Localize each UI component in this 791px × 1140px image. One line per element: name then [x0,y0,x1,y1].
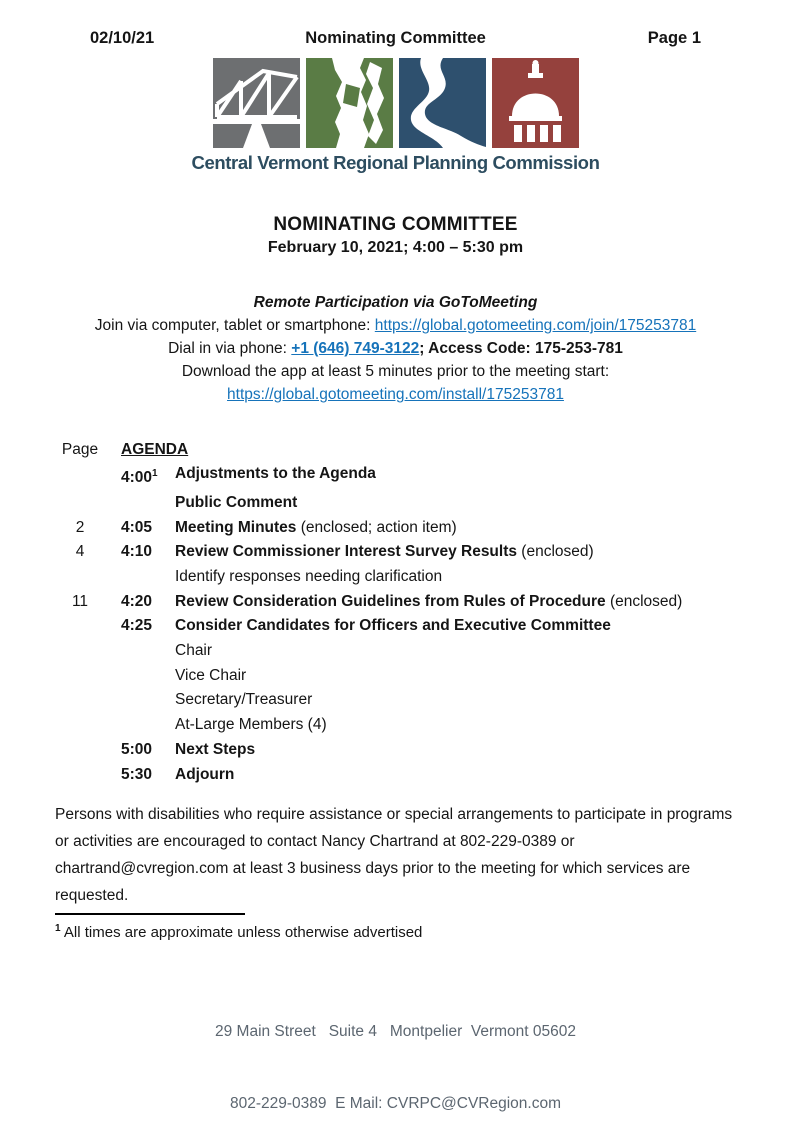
agenda-row [55,491,751,516]
agenda-row [55,664,751,689]
access-code: ; Access Code: 175-253-781 [419,340,623,357]
agenda-item: Next Steps [175,740,256,758]
agenda-page-number [55,462,105,491]
logo-panels [213,58,579,148]
page-footer [0,972,791,1140]
agenda-row [55,614,751,639]
join-label: Join via computer, tablet or smartphone: [94,317,375,334]
agenda-page-number [55,639,105,664]
footer-address: 29 Main Street Suite 4 Montpelier Vermont 05602 [214,1023,576,1041]
agenda-row [55,516,751,541]
agenda-time: 4:25 [121,617,153,635]
agenda-page-number [55,738,105,763]
agenda-row [55,763,751,788]
agenda-row [55,688,751,713]
agenda-page-number: 11 [71,592,89,610]
remote-participation-section [0,291,791,406]
agenda-item: Consider Candidates for Officers and Executive Committee [175,617,611,635]
agenda-time: 4:10 [121,543,153,561]
agenda-page-number: 4 [75,543,85,561]
agenda-item: Adjourn [175,765,235,783]
header-page-number: Page 1 [647,29,701,47]
agenda-page-number [55,688,105,713]
header-date: 02/10/21 [90,29,155,47]
agenda-page-number [55,763,105,788]
agenda-page-number: 2 [75,518,85,536]
dial-label: Dial in via phone: [168,340,292,357]
page-column-header: Page [61,441,99,458]
cvrpc-logo [0,58,791,175]
river-icon [399,58,486,148]
meeting-datetime: February 10, 2021; 4:00 – 5:30 pm [267,239,524,256]
page-header [0,28,791,48]
vermont-state-icon [306,58,393,148]
footnote-separator [55,913,245,915]
footnote-text: $^1$ All times are approximate unless otherwise advertised [55,923,423,942]
agenda-time: 4:20 [121,592,153,610]
agenda-row [55,565,751,590]
meeting-title-block [0,213,791,259]
meeting-title: NOMINATING COMMITTEE [273,214,518,235]
agenda-item: Adjustments to the Agenda [175,465,376,482]
agenda-heading: AGENDA [121,441,189,458]
join-line [0,314,791,337]
agenda-time [105,565,175,590]
agenda-row [55,590,751,615]
download-note: Download the app at least 5 minutes prior to the meeting start: [181,363,610,380]
dial-in-phone-link[interactable]: +1 (646) 749-3122 [291,340,420,357]
install-app-link[interactable]: https://global.gotomeeting.com/install/175253781 [227,386,564,403]
agenda-time [105,713,175,738]
agenda-time [105,688,175,713]
agenda-row [55,540,751,565]
agenda-time [105,491,175,516]
header-document-title: Nominating Committee [305,29,486,47]
agenda-row [55,738,751,763]
agenda-item: Review Consideration Guidelines from Rules of Procedure (enclosed) [175,592,683,610]
agenda-time: 5:30 [121,765,153,783]
agenda-page-number [55,713,105,738]
agenda-item: Review Commissioner Interest Survey Results (enclosed) [175,543,594,561]
agenda-item: Vice Chair [175,666,247,684]
agenda-time [105,639,175,664]
remote-heading: Remote Participation via GoToMeeting [253,294,538,311]
agenda-page-number [55,491,105,516]
agenda-item: Public Comment [175,493,298,511]
bridge-icon [213,58,300,148]
agenda-page-number [55,664,105,689]
agenda-item: Identify responses needing clarification [175,567,443,585]
capitol-dome-icon [492,58,579,148]
agenda-section [55,437,751,787]
dial-line [0,337,791,360]
agenda-row [55,639,751,664]
agenda-item: Meeting Minutes (enclosed; action item) [175,518,457,536]
agenda-row [55,462,751,491]
agenda-page-number [55,565,105,590]
logo-wordmark: Central Vermont Regional Planning Commission [191,152,600,173]
agenda-time: $4:00^1$ [121,468,158,487]
agenda-time: 4:05 [121,518,153,536]
install-line [0,383,791,406]
agenda-header-row [55,437,751,462]
footer-contact: 802-229-0389 E Mail: CVRPC@CVRegion.com [229,1095,562,1113]
agenda-row [55,713,751,738]
agenda-time: 5:00 [121,740,153,758]
agenda-item: At-Large Members (4) [175,716,327,734]
agenda-item: Chair [175,642,213,660]
agenda-time [105,664,175,689]
accessibility-notice: Persons with disabilities who require assistance or special arrangements to participate in programs or activities are encouraged to contact Nancy Chartrand at 802-229-0389 or chartrand@cvregion.com at least 3 business days prior to the meeting for which services are requested. [55,806,733,905]
footnote-block [55,913,791,944]
agenda-item: Secretary/Treasurer [175,691,313,709]
join-meeting-link[interactable]: https://global.gotomeeting.com/join/175253781 [374,317,697,334]
agenda-page-number [55,614,105,639]
